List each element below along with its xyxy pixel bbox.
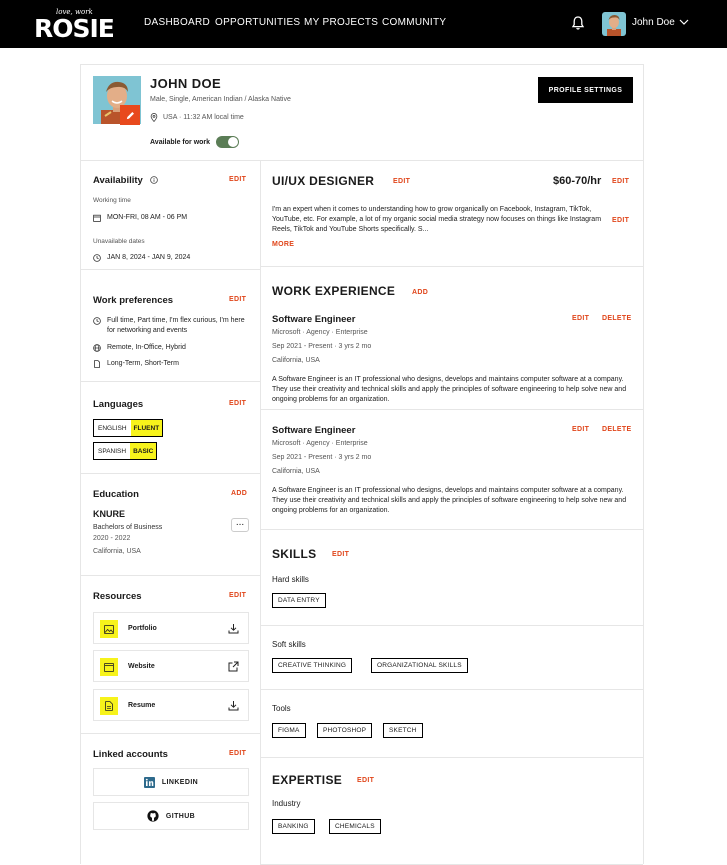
edit-job-link[interactable]: EDIT [572, 426, 590, 433]
job-description: A Software Engineer is an IT professional who designs, develops and maintains computer software at a company. They use their creativity and technical skills and apply the principles of software engineering to help solve new and ongoing problems for an organization. [272, 487, 627, 514]
location-pin-icon [150, 113, 158, 122]
tool-chip: FIGMA [272, 723, 306, 738]
job-company: Microsoft · Agency · Enterprise [272, 440, 368, 447]
skills-title: SKILLS [272, 547, 317, 561]
preference-schedule: Full time, Part time, I'm flex curious, I'm here for networking and events [107, 317, 245, 334]
role-summary: I'm an expert when it comes to understanding how to grow organically on Facebook, Instagram, TikTok, YouTube, etc. For example, a lot of my organic social media strategy now focuses on things like Instagram Reels, TikTok and YouTube Shorts specifically. S... [272, 206, 602, 233]
language-level-badge: BASIC [130, 443, 156, 459]
preference-duration: Long-Term, Short-Term [107, 360, 179, 367]
edit-languages-link[interactable]: EDIT [229, 400, 247, 407]
edit-work-preferences-link[interactable]: EDIT [229, 296, 247, 303]
nav-opportunities[interactable]: OPPORTUNITIES [215, 17, 301, 28]
clock-icon [93, 254, 101, 262]
chevron-down-icon[interactable] [679, 18, 689, 26]
edit-expertise-link[interactable]: EDIT [357, 777, 375, 784]
avatar[interactable] [602, 12, 626, 36]
download-icon[interactable] [228, 700, 239, 711]
job-period: Sep 2021 - Present · 3 yrs 2 mo [272, 343, 372, 350]
job-description: A Software Engineer is an IT professional who designs, develops and maintains computer software at a company. They use their creativity and technical skills and apply the principles of software engineering to help solve new and ongoing problems for an organization. [272, 376, 627, 403]
rosie-logo[interactable] [34, 8, 114, 43]
availability-title: Availability [93, 175, 143, 186]
role-section [261, 161, 643, 267]
external-link-icon[interactable] [228, 661, 239, 672]
language-chip-spanish: SPANISH BASIC [93, 442, 157, 460]
work-experience-section [261, 267, 643, 530]
working-time-row [93, 213, 187, 223]
download-icon[interactable] [228, 623, 239, 634]
location-text: USA · 11:32 AM local time [163, 114, 244, 121]
github-icon [147, 810, 159, 822]
education-title: Education [93, 489, 139, 500]
industry-chip: CHEMICALS [329, 819, 381, 834]
skills-section [261, 530, 643, 626]
nav-community[interactable]: COMMUNITY [382, 17, 447, 28]
unavailable-dates-value: JAN 8, 2024 - JAN 9, 2024 [107, 254, 191, 261]
working-time-value: MON-FRI, 08 AM - 06 PM [107, 214, 188, 221]
profile-card [80, 64, 644, 864]
job-company: Microsoft · Agency · Enterprise [272, 329, 368, 336]
hourly-rate: $60-70/hr [553, 175, 602, 187]
profile-location [150, 113, 244, 122]
school-name: KNURE [93, 509, 126, 519]
image-icon [104, 625, 114, 634]
profile-demographics: Male, Single, American Indian / Alaska Native [150, 96, 291, 103]
unavailable-dates-label: Unavailable dates [93, 238, 145, 245]
preference-row [93, 343, 186, 353]
edit-job-link[interactable]: EDIT [572, 315, 590, 322]
delete-job-link[interactable]: DELETE [602, 315, 632, 322]
soft-skills-section [261, 626, 643, 690]
expertise-section [261, 758, 643, 865]
bell-icon[interactable] [571, 15, 585, 31]
job-entry [261, 312, 643, 410]
linked-accounts-title: Linked accounts [93, 749, 168, 760]
industry-chip: BANKING [272, 819, 315, 834]
resource-website[interactable] [93, 650, 249, 682]
logo-tagline: love, work [56, 8, 93, 16]
resource-label: Portfolio [128, 625, 157, 632]
nav-dashboard[interactable]: DASHBOARD [144, 17, 211, 28]
document-icon [93, 360, 101, 368]
edit-photo-button[interactable] [120, 105, 140, 125]
language-chip-english: ENGLISH FLUENT [93, 419, 163, 437]
calendar-icon [93, 214, 101, 222]
file-icon [105, 701, 113, 711]
add-education-link[interactable]: ADD [231, 490, 248, 497]
available-label: Available for work [150, 138, 211, 146]
tools-label: Tools [272, 704, 291, 713]
resources-title: Resources [93, 591, 142, 602]
work-preferences-title: Work preferences [93, 295, 174, 306]
left-column [81, 161, 261, 865]
edit-summary-link[interactable]: EDIT [612, 217, 630, 224]
language-level-badge: FLUENT [131, 420, 163, 436]
tools-section [261, 690, 643, 758]
role-title: UI/UX DESIGNER [272, 174, 375, 188]
more-link[interactable]: MORE [272, 241, 295, 248]
resource-portfolio[interactable] [93, 612, 249, 644]
window-icon [104, 663, 114, 672]
linked-accounts-section [81, 734, 260, 865]
delete-job-link[interactable]: DELETE [602, 426, 632, 433]
clock-icon [93, 317, 101, 325]
add-work-experience-link[interactable]: ADD [412, 289, 429, 296]
pencil-icon [125, 110, 136, 121]
education-location: California, USA [93, 548, 141, 555]
linkedin-account-button[interactable]: LINKEDIN [93, 768, 249, 796]
soft-skills-label: Soft skills [272, 640, 306, 649]
degree: Bachelors of Business [93, 524, 163, 531]
available-toggle[interactable] [216, 136, 239, 148]
education-more-button[interactable]: ... [231, 518, 249, 532]
edit-availability-link[interactable]: EDIT [229, 176, 247, 183]
job-title: Software Engineer [272, 314, 356, 325]
availability-section [81, 161, 260, 270]
working-time-label: Working time [93, 197, 131, 204]
industry-label: Industry [272, 799, 301, 808]
resource-label: Website [128, 663, 155, 670]
work-preferences-section [81, 270, 260, 382]
edit-skills-link[interactable]: EDIT [332, 551, 350, 558]
edit-linked-accounts-link[interactable]: EDIT [229, 750, 247, 757]
resource-resume[interactable] [93, 689, 249, 721]
job-entry [261, 423, 643, 521]
profile-name: JOHN DOE [150, 76, 222, 91]
hard-skills-label: Hard skills [272, 575, 309, 584]
languages-section [81, 382, 260, 474]
education-section [81, 474, 260, 576]
expertise-title: EXPERTISE [272, 773, 343, 787]
edit-rate-link[interactable]: EDIT [612, 178, 630, 185]
job-location: California, USA [272, 468, 320, 475]
globe-icon [93, 344, 101, 352]
skill-chip: CREATIVE THINKING [272, 658, 352, 673]
user-name[interactable]: John Doe [632, 17, 675, 28]
availability-toggle-row [150, 136, 239, 148]
unavailable-dates-row [93, 253, 190, 263]
job-location: California, USA [272, 357, 320, 364]
resources-section [81, 576, 260, 734]
languages-title: Languages [93, 399, 144, 410]
top-nav [0, 0, 727, 48]
nav-my-projects[interactable]: MY PROJECTS [304, 17, 379, 28]
profile-header [81, 65, 643, 161]
right-column [261, 161, 643, 865]
github-account-button[interactable]: GITHUB [93, 802, 249, 830]
preference-row [93, 359, 179, 369]
edit-role-link[interactable]: EDIT [393, 178, 411, 185]
tool-chip: SKETCH [383, 723, 423, 738]
job-period: Sep 2021 - Present · 3 yrs 2 mo [272, 454, 372, 461]
tool-chip: PHOTOSHOP [317, 723, 372, 738]
education-years: 2020 - 2022 [93, 535, 131, 542]
edit-resources-link[interactable]: EDIT [229, 592, 247, 599]
job-title: Software Engineer [272, 425, 356, 436]
work-experience-title: WORK EXPERIENCE [272, 284, 396, 298]
info-icon[interactable] [150, 176, 158, 184]
preference-location: Remote, In-Office, Hybrid [107, 344, 186, 351]
skill-chip: DATA ENTRY [272, 593, 326, 608]
profile-settings-button[interactable]: PROFILE SETTINGS [538, 77, 633, 103]
logo-wordmark: ROSIE [34, 14, 114, 43]
linkedin-icon [144, 777, 155, 788]
skill-chip: ORGANIZATIONAL SKILLS [371, 658, 468, 673]
preference-row [93, 316, 253, 336]
resource-label: Resume [128, 702, 156, 709]
